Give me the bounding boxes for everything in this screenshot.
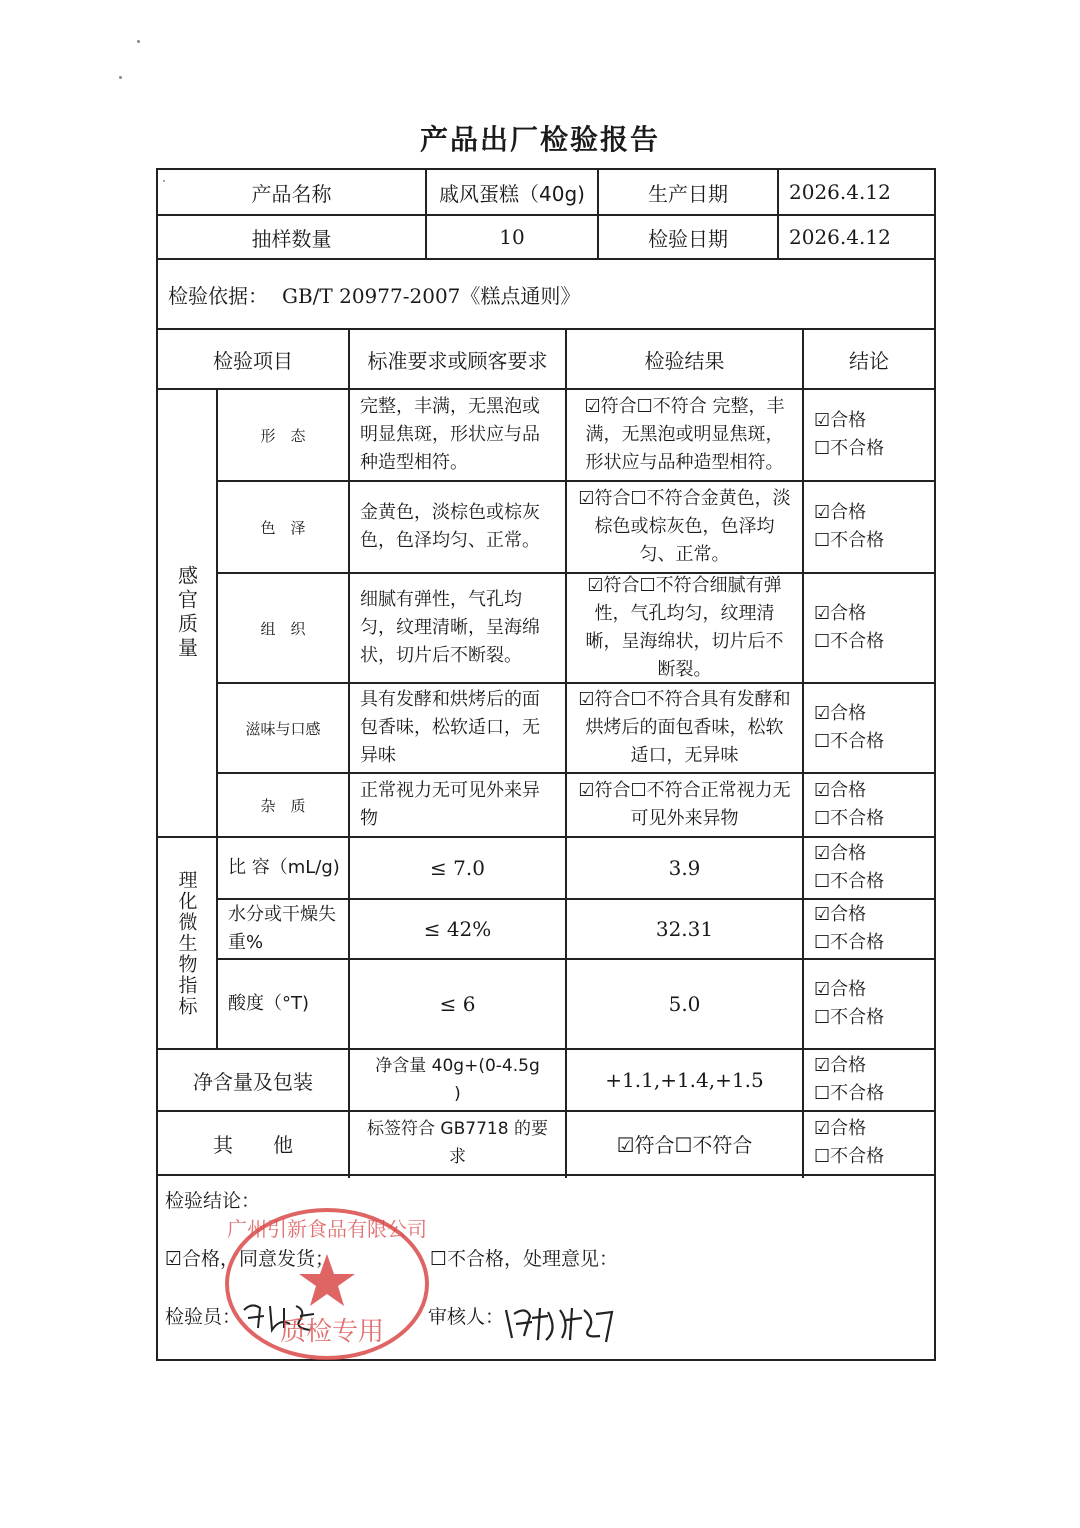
product-name-value: 戚风蛋糕（40g) <box>439 181 585 206</box>
verdict-pass: ☑合格 <box>814 1118 867 1139</box>
row-item: 酸度（°T) <box>228 993 310 1014</box>
verdict-fail: ☐不合格 <box>814 932 885 953</box>
verdict-pass: ☑合格 <box>814 780 867 801</box>
fail-handling-option: ☐不合格，处理意见： <box>430 1248 619 1270</box>
row-result: ☑符合☐不符合正常视力无可见外来异物 <box>578 780 791 829</box>
row-result: ☑符合☐不符合金黄色，淡棕色或棕灰色，色泽均匀、正常。 <box>578 488 791 565</box>
row-item: 净含量及包装 <box>193 1069 313 1094</box>
row-verdict <box>814 700 884 756</box>
row-item: 比 容（mL/g) <box>228 857 340 878</box>
row-result: ☑符合☐不符合具有发酵和烘烤后的面包香味，松软适口，无异味 <box>578 689 791 766</box>
scan-speck <box>137 40 140 43</box>
column-header-conclusion: 结论 <box>849 348 889 373</box>
verdict-pass: ☑合格 <box>814 502 867 523</box>
row-item: 杂 质 <box>260 796 306 815</box>
inspection-date-label: 检验日期 <box>648 226 728 251</box>
row-result: ☑符合☐不符合 完整，丰满，无黑泡或明显焦斑，形状应与品种造型相符。 <box>584 396 785 473</box>
row-result: 3.9 <box>668 856 701 880</box>
production-date-value: 2026.4.12 <box>789 180 891 204</box>
verdict-pass: ☑合格 <box>814 1055 867 1076</box>
verdict-pass: ☑合格 <box>814 703 867 724</box>
row-result: 32.31 <box>655 917 714 941</box>
row-item: 形 态 <box>260 426 306 445</box>
sample-quantity-label: 抽样数量 <box>251 226 332 251</box>
row-verdict <box>814 407 884 463</box>
group-sensory-quality: 感官质量 <box>174 565 199 661</box>
row-verdict <box>814 1115 884 1171</box>
column-header-requirement: 标准要求或顾客要求 <box>367 348 548 373</box>
row-verdict <box>814 499 884 555</box>
verdict-fail: ☐不合格 <box>814 1146 885 1167</box>
reviewer-label: 审核人： <box>428 1306 505 1328</box>
row-verdict <box>814 840 884 896</box>
conclusion-label: 检验结论： <box>165 1190 261 1212</box>
table-rule <box>802 328 804 1178</box>
report-title: 产品出厂检验报告 <box>419 123 660 156</box>
verdict-fail: ☐不合格 <box>814 1007 885 1028</box>
verdict-fail: ☐不合格 <box>814 1083 885 1104</box>
row-requirement: 具有发酵和烘烤后的面包香味，松软适口，无异味 <box>360 689 540 766</box>
row-item: 其 他 <box>213 1132 293 1157</box>
row-result: ☑符合☐不符合细腻有弹性，气孔均匀，纹理清晰，呈海绵状，切片后不断裂。 <box>585 575 784 680</box>
scan-speck <box>163 180 165 182</box>
row-requirement: 正常视力无可见外来异物 <box>360 780 540 829</box>
verdict-fail: ☐不合格 <box>814 438 885 459</box>
verdict-fail: ☐不合格 <box>814 871 885 892</box>
row-verdict <box>814 1052 884 1108</box>
row-requirement: ≤ 7.0 <box>430 856 485 880</box>
row-verdict <box>814 777 884 833</box>
row-item: 水分或干燥失重% <box>228 904 336 953</box>
verdict-fail: ☐不合格 <box>814 530 885 551</box>
scan-speck <box>119 76 122 79</box>
inspector-label: 检验员： <box>165 1306 242 1328</box>
row-result: +1.1,+1.4,+1.5 <box>605 1068 764 1092</box>
row-verdict <box>814 600 884 656</box>
sample-quantity-value: 10 <box>499 225 525 249</box>
inspection-basis <box>158 260 934 328</box>
row-verdict <box>814 976 884 1032</box>
table-rule <box>156 1174 936 1176</box>
verdict-pass: ☑合格 <box>814 603 867 624</box>
svg-text:质检专用: 质检专用 <box>279 1317 385 1347</box>
verdict-pass: ☑合格 <box>814 410 867 431</box>
verdict-fail: ☐不合格 <box>814 631 885 652</box>
basis-label: 检验依据： <box>168 283 268 308</box>
column-header-item: 检验项目 <box>213 348 293 373</box>
verdict-fail: ☐不合格 <box>814 731 885 752</box>
group-physicochemical: 理化微生物指标 <box>175 869 198 1017</box>
column-header-result: 检验结果 <box>644 348 725 373</box>
row-result: 5.0 <box>668 992 701 1016</box>
row-result: ☑符合☐不符合 <box>616 1132 753 1157</box>
verdict-pass: ☑合格 <box>814 843 867 864</box>
pass-ship-option: ☑合格，同意发货； <box>165 1248 335 1270</box>
product-name-label: 产品名称 <box>251 181 332 206</box>
verdict-pass: ☑合格 <box>814 904 867 925</box>
row-requirement: ≤ 6 <box>439 992 476 1016</box>
company-quality-stamp <box>222 1202 432 1362</box>
row-requirement: 完整，丰满，无黑泡或明显焦斑，形状应与品种造型相符。 <box>360 396 540 473</box>
row-requirement: 净含量 40g+(0-4.5g ) <box>375 1056 540 1104</box>
verdict-fail: ☐不合格 <box>814 808 885 829</box>
row-requirement: 标签符合 GB7718 的要求 <box>367 1119 548 1167</box>
row-verdict <box>814 901 884 957</box>
row-requirement: ≤ 42% <box>423 917 492 941</box>
row-requirement: 细腻有弹性，气孔均匀，纹理清晰，呈海绵状，切片后不断裂。 <box>360 589 540 666</box>
verdict-pass: ☑合格 <box>814 979 867 1000</box>
row-item: 色 泽 <box>260 518 306 537</box>
inspection-date-value: 2026.4.12 <box>789 225 891 249</box>
row-item: 滋味与口感 <box>245 719 321 738</box>
reviewer-signature <box>500 1300 620 1346</box>
row-requirement: 金黄色，淡棕色或棕灰色，色泽均匀、正常。 <box>360 502 540 551</box>
production-date-label: 生产日期 <box>648 181 728 206</box>
row-item: 组 织 <box>260 619 306 638</box>
basis-value: GB/T 20977-2007《糕点通则》 <box>282 283 581 308</box>
svg-text:广州引新食品有限公司: 广州引新食品有限公司 <box>227 1217 427 1241</box>
